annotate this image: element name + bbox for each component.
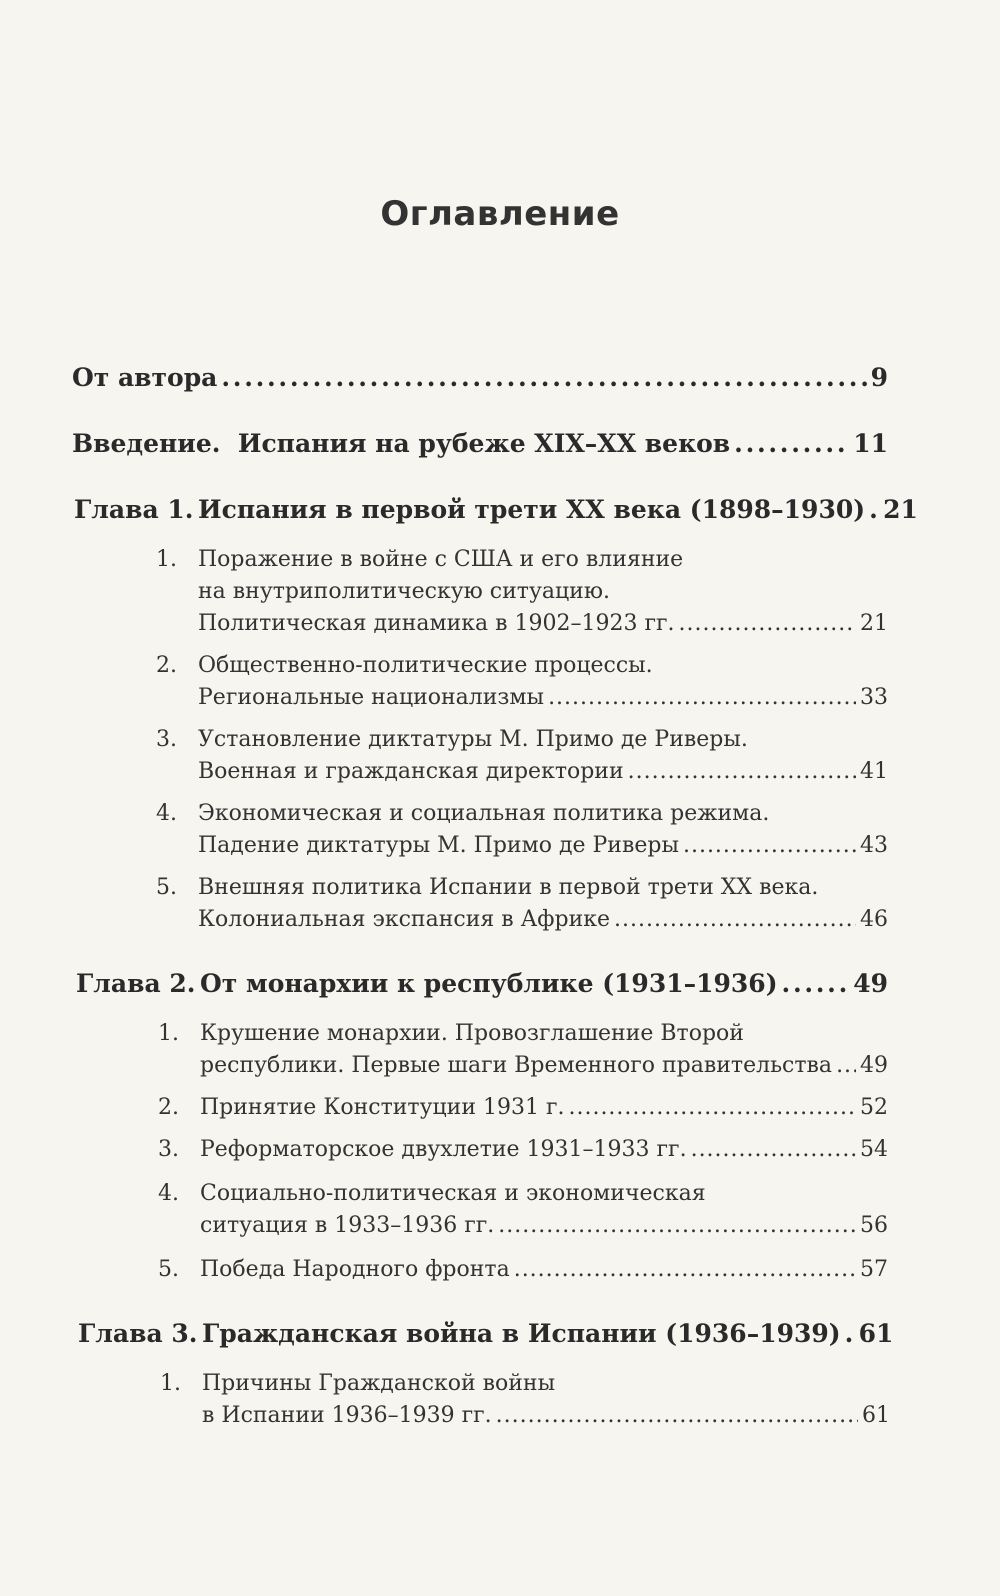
page-number: 61	[862, 1403, 890, 1428]
section-title-line: Принятие Конституции 1931 г.	[200, 1095, 565, 1120]
toc-entry-intro[interactable]	[72, 428, 888, 460]
toc-section-1-3[interactable]	[198, 756, 888, 788]
toc-chapter-3[interactable]	[78, 1318, 894, 1350]
page-title: Оглавление	[380, 194, 620, 234]
dot-leader	[869, 494, 879, 526]
section-title-line: Поражение в войне с США и его влияние	[198, 547, 684, 572]
toc-section-1-2[interactable]	[198, 682, 888, 714]
chapter-title: От монархии к республике (1931–1936)	[200, 969, 778, 998]
section-number: 5.	[156, 875, 177, 900]
section-number: 3.	[156, 727, 177, 752]
section-title-line: Крушение монархии. Провозглашение Второй	[200, 1021, 744, 1046]
entry-label: От автора	[72, 363, 218, 392]
chapter-title: Испания в первой трети XX века (1898–1930)	[198, 495, 866, 524]
dot-leader	[548, 682, 856, 714]
toc-section-3-1[interactable]	[202, 1400, 890, 1432]
dot-leader	[782, 968, 850, 1000]
section-title-line: Причины Гражданской войны	[202, 1371, 556, 1396]
toc-section-1-5[interactable]	[198, 904, 888, 936]
toc-section-1-4[interactable]	[198, 830, 888, 862]
dot-leader	[845, 1318, 855, 1350]
page-number: 46	[860, 907, 888, 932]
dot-leader	[614, 904, 856, 936]
toc-section-2-4[interactable]	[200, 1210, 888, 1242]
dot-leader	[628, 756, 856, 788]
dot-leader	[679, 608, 856, 640]
dot-leader	[691, 1134, 856, 1166]
toc-section-1-1[interactable]	[198, 608, 888, 640]
section-number: 3.	[158, 1137, 179, 1162]
page-number: 49	[860, 1053, 888, 1078]
page-number: 49	[853, 969, 888, 998]
chapter-number: Глава 2.	[76, 969, 196, 998]
section-number: 1.	[158, 1021, 179, 1046]
page-number: 33	[860, 685, 888, 710]
section-number: 4.	[156, 801, 177, 826]
chapter-title: Гражданская война в Испании (1936–1939)	[202, 1319, 841, 1348]
section-title-line: на внутриполитическую ситуацию.	[198, 579, 610, 604]
page-number: 43	[860, 833, 888, 858]
section-title-line: Установление диктатуры М. Примо де Риверы.	[198, 727, 748, 752]
section-title-line: Социально-политическая и экономическая	[200, 1181, 706, 1206]
section-title-line: Внешняя политика Испании в первой трети XX века.	[198, 875, 819, 900]
dot-leader	[836, 1050, 856, 1082]
section-title-line: в Испании 1936–1939 гг.	[202, 1403, 492, 1428]
page-number: 61	[858, 1319, 894, 1348]
entry-label: Введение. Испания на рубеже XIX–XX веков	[72, 429, 731, 458]
page-number: 21	[883, 495, 918, 524]
section-title-line: Реформаторское двухлетие 1931–1933 гг.	[200, 1137, 687, 1162]
toc-section-2-5[interactable]	[200, 1254, 888, 1286]
page-number: 21	[860, 611, 888, 636]
toc-section-2-2[interactable]	[200, 1092, 888, 1124]
section-number: 2.	[158, 1095, 179, 1120]
chapter-number: Глава 3.	[78, 1319, 198, 1348]
toc-entry-author[interactable]	[72, 362, 888, 394]
chapter-number: Глава 1.	[74, 495, 194, 524]
dot-leader	[683, 830, 856, 862]
section-number: 2.	[156, 653, 177, 678]
toc-section-2-3[interactable]	[200, 1134, 888, 1166]
section-title-line: Колониальная экспансия в Африке	[198, 907, 611, 932]
section-title-line: Военная и гражданская директории	[198, 759, 624, 784]
page-number: 56	[860, 1213, 888, 1238]
section-title-line: Общественно-политические процессы.	[198, 653, 653, 678]
section-number: 4.	[158, 1181, 179, 1206]
section-title-line: республики. Первые шаги Временного правительства	[200, 1053, 833, 1078]
page-number: 11	[853, 429, 888, 458]
page-number: 57	[860, 1257, 888, 1282]
page-number: 41	[860, 759, 888, 784]
page-number: 9	[870, 363, 888, 392]
section-title-line: Политическая динамика в 1902–1923 гг.	[198, 611, 675, 636]
toc-chapter-2[interactable]	[76, 968, 888, 1000]
section-number: 1.	[156, 547, 177, 572]
dot-leader	[496, 1400, 858, 1432]
section-title-line: Региональные национализмы	[198, 685, 545, 710]
dot-leader	[734, 428, 849, 460]
section-title-line: Падение диктатуры М. Примо де Риверы	[198, 833, 679, 858]
toc-section-2-1[interactable]	[200, 1050, 888, 1082]
section-title-line: ситуация в 1933–1936 гг.	[200, 1213, 495, 1238]
page-number: 54	[860, 1137, 888, 1162]
section-number: 5.	[158, 1257, 179, 1282]
section-title-line: Победа Народного фронта	[200, 1257, 510, 1282]
section-title-line: Экономическая и социальная политика режима.	[198, 801, 770, 826]
dot-leader	[221, 362, 866, 394]
section-number: 1.	[160, 1371, 181, 1396]
dot-leader	[514, 1254, 856, 1286]
toc-chapter-1[interactable]	[74, 494, 918, 526]
page-number: 52	[860, 1095, 888, 1120]
dot-leader	[569, 1092, 857, 1124]
dot-leader	[498, 1210, 856, 1242]
